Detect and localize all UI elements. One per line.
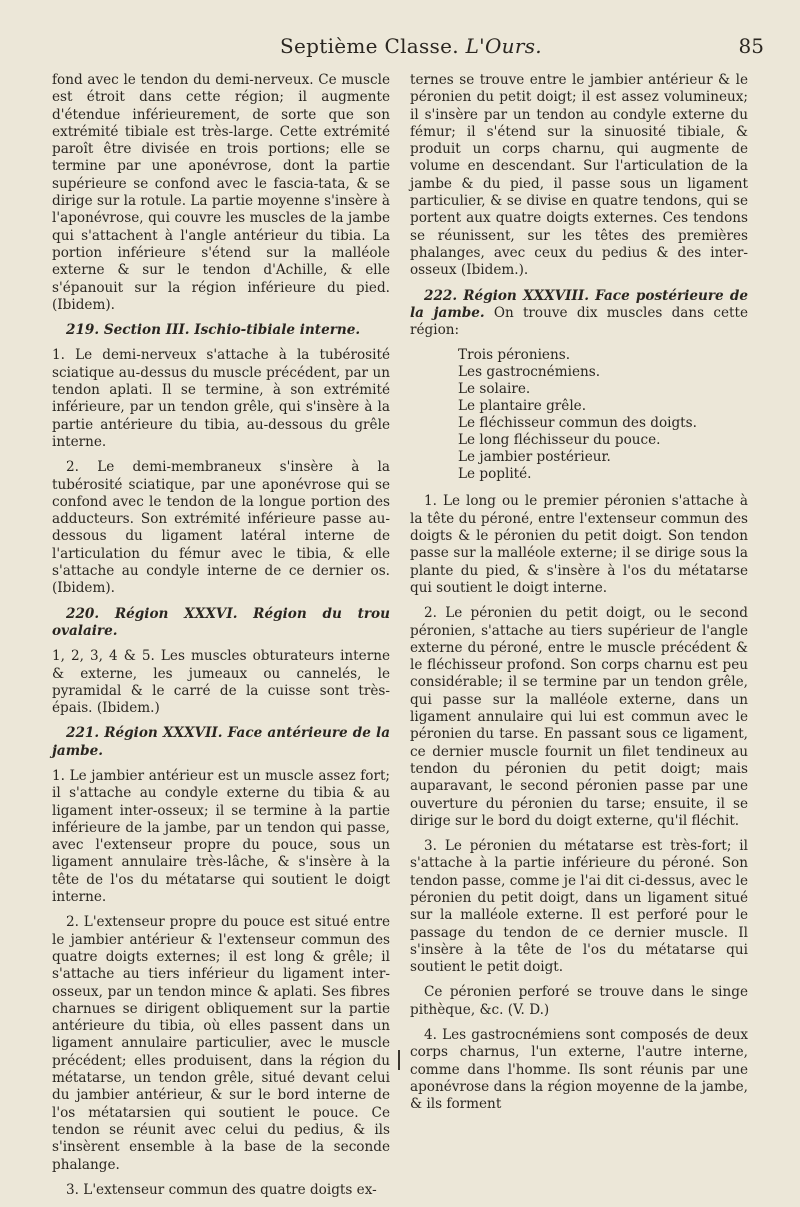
paragraph: fond avec le tendon du demi-nerveux. Ce muscle est étroit dans cette région; il augmente d'étendue inférieurement, de sorte que son extrémité tibiale est très-large. Cette extrémité paroît être divisée en trois portions; elle se termine par une aponévrose, dont la partie supérieure se confond avec le fascia-tata, & se dirige sur la rotule. La partie moyenne s'insère à l'aponévrose, qui couvre les muscles de la jambe qui s'attachent à l'angle antérieur du tibia. La portion inférieure s'étend sur la malléole externe & sur le tendon d'Achille, & elle s'épanouit sur la région inférieure du pied. (Ibidem). — [52, 72, 390, 313]
section-heading: 219. Section III. Ischio-tibiale interne. — [66, 322, 361, 339]
list-item: Les gastrocnémiens. — [458, 364, 601, 381]
list-item: Le poplité. — [458, 466, 532, 483]
running-head — [280, 34, 542, 58]
running-head-animal: L'Ours. — [465, 34, 542, 58]
paragraph: 1. Le demi-nerveux s'attache à la tubérosité sciatique au-dessus du muscle précédent, par un tendon aplati. Il se termine, à son extrémité inférieure, par un tendon grêle, qui s'insère à la partie antérieure du tibia, au-dessous du grêle interne. — [52, 347, 390, 450]
paragraph: 1. Le jambier antérieur est un muscle assez fort; il s'attache au condyle externe du tibia & au ligament inter-osseux; il se termine à la partie inférieure de la jambe, par un tendon qui passe, avec l'extenseur propre du pouce, sous un ligament annulaire très-lâche, & s'insère à la tête de l'os du métatarse qui soutient le doigt interne. — [52, 767, 390, 906]
section-heading: 222. Région XXXVIII. Face postérieure de la jambe. On trouve dix muscles dans cette région: — [410, 287, 748, 339]
left-column — [52, 72, 390, 1207]
right-column — [410, 72, 748, 1122]
running-head-class: Septième Classe. — [280, 34, 466, 58]
section-heading: 221. Région XXXVII. Face antérieure de la jambe. — [52, 725, 390, 759]
paragraph: 2. Le demi-membraneux s'insère à la tubérosité sciatique, par une aponévrose qui se confond avec le tendon de la longue portion des adducteurs. Son extrémité inférieure passe au-dessous du ligament latéral interne de l'articulation du fémur avec le tibia, & elle s'attache au condyle interne de ce dernier os. (Ibidem). — [52, 459, 390, 597]
list-item: Le plantaire grêle. — [458, 398, 587, 415]
page-header — [0, 20, 800, 60]
list-item: Le fléchisseur commun des doigts. — [458, 415, 697, 432]
section-heading: 220. Région XXXVI. Région du trou ovalaire. — [52, 605, 390, 639]
paragraph: Ce péronien perforé se trouve dans le singe pithèque, &c. (V. D.) — [410, 984, 748, 1018]
gutter-mark — [398, 1050, 400, 1070]
list-item: Le solaire. — [458, 381, 531, 398]
paragraph: 4. Les gastrocnémiens sont composés de deux corps charnus, l'un externe, l'autre interne, comme dans l'homme. Ils sont réunis par une aponévrose dans la région moyenne de la jambe, & ils forment — [410, 1027, 748, 1113]
paragraph: 3. Le péronien du métatarse est très-fort; il s'attache à la partie inférieure du péroné. Son tendon passe, comme je l'ai dit ci-dessus, avec le péronien du petit doigt, dans un ligament situé sur la malléole externe. Il est perforé pour le passage du tendon de ce dernier muscle. Il s'insère à la tête de l'os du métatarse qui soutient le petit doigt. — [410, 838, 748, 976]
paragraph: 1, 2, 3, 4 & 5. Les muscles obturateurs interne & externe, les jumeaux ou cannelés, le pyramidal & le carré de la cuisse sont très-épais. (Ibidem.) — [52, 648, 390, 717]
list-item: Le jambier postérieur. — [458, 449, 611, 466]
section-intro: On trouve dix muscles dans cette région: — [410, 304, 748, 339]
paragraph: 1. Le long ou le premier péronien s'attache à la tête du péroné, entre l'extenseur commun des doigts & le péronien du petit doigt. Son tendon passe sur la malléole externe; il se dirige sous la plante du pied, & s'insère à l'os du métatarse qui soutient le doigt interne. — [410, 493, 748, 596]
paragraph: 2. L'extenseur propre du pouce est situé entre le jambier antérieur & l'extenseur commun des quatre doigts externes; il est long & grêle; il s'attache au tiers inférieur du ligament inter-osseux, par un tendon mince & aplati. Ses fibres charnues se dirigent obliquement sur la partie antérieure du tibia, où elles passent dans un ligament annulaire particulier, avec le muscle précédent; elles produisent, dans la région du métatarse, un tendon grêle, situé devant celui du jambier antérieur, & sur le bord interne de l'os métatarsien qui soutient le pouce. Ce tendon se réunit avec celui du pedius, & ils s'insèrent ensemble à la base de la seconde phalange. — [52, 914, 390, 1173]
paragraph: ternes se trouve entre le jambier antérieur & le péronien du petit doigt; il est assez volumineux; il s'insère par un tendon au condyle externe du fémur; il s'étend sur la sinuosité tibiale, & produit un corps charnu, qui augmente de volume en descendant. Sur l'articulation de la jambe & du pied, il passe sous un ligament particulier, & se divise en quatre tendons, qui se portent aux quatre doigts externes. Ces tendons se réunissent, sur les têtes des premières phalanges, avec ceux du pedius & des inter-osseux (Ibidem.). — [410, 72, 748, 279]
muscle-list — [458, 347, 748, 483]
paragraph: 2. Le péronien du petit doigt, ou le second péronien, s'attache au tiers supérieur de l'angle externe du péroné, entre le muscle précédent & le fléchisseur profond. Son corps charnu est peu considérable; il se termine par un tendon grêle, qui passe sur la malléole externe, dans un ligament annulaire qui lui est commun avec le péronien du tarse. En passant sous ce ligament, ce dernier muscle fournit un filet tendineux au tendon du péronien du petit doigt; mais auparavant, le second péronien passe par une ouverture du péronien du tarse; ensuite, il se dirige sur le bord du doigt externe, qu'il fléchit. — [410, 605, 748, 829]
list-item: Trois péroniens. — [458, 347, 571, 364]
paragraph: 3. L'extenseur commun des quatre doigts ex- — [66, 1181, 377, 1198]
list-item: Le long fléchisseur du pouce. — [458, 432, 661, 449]
page-number: 85 — [738, 34, 764, 58]
